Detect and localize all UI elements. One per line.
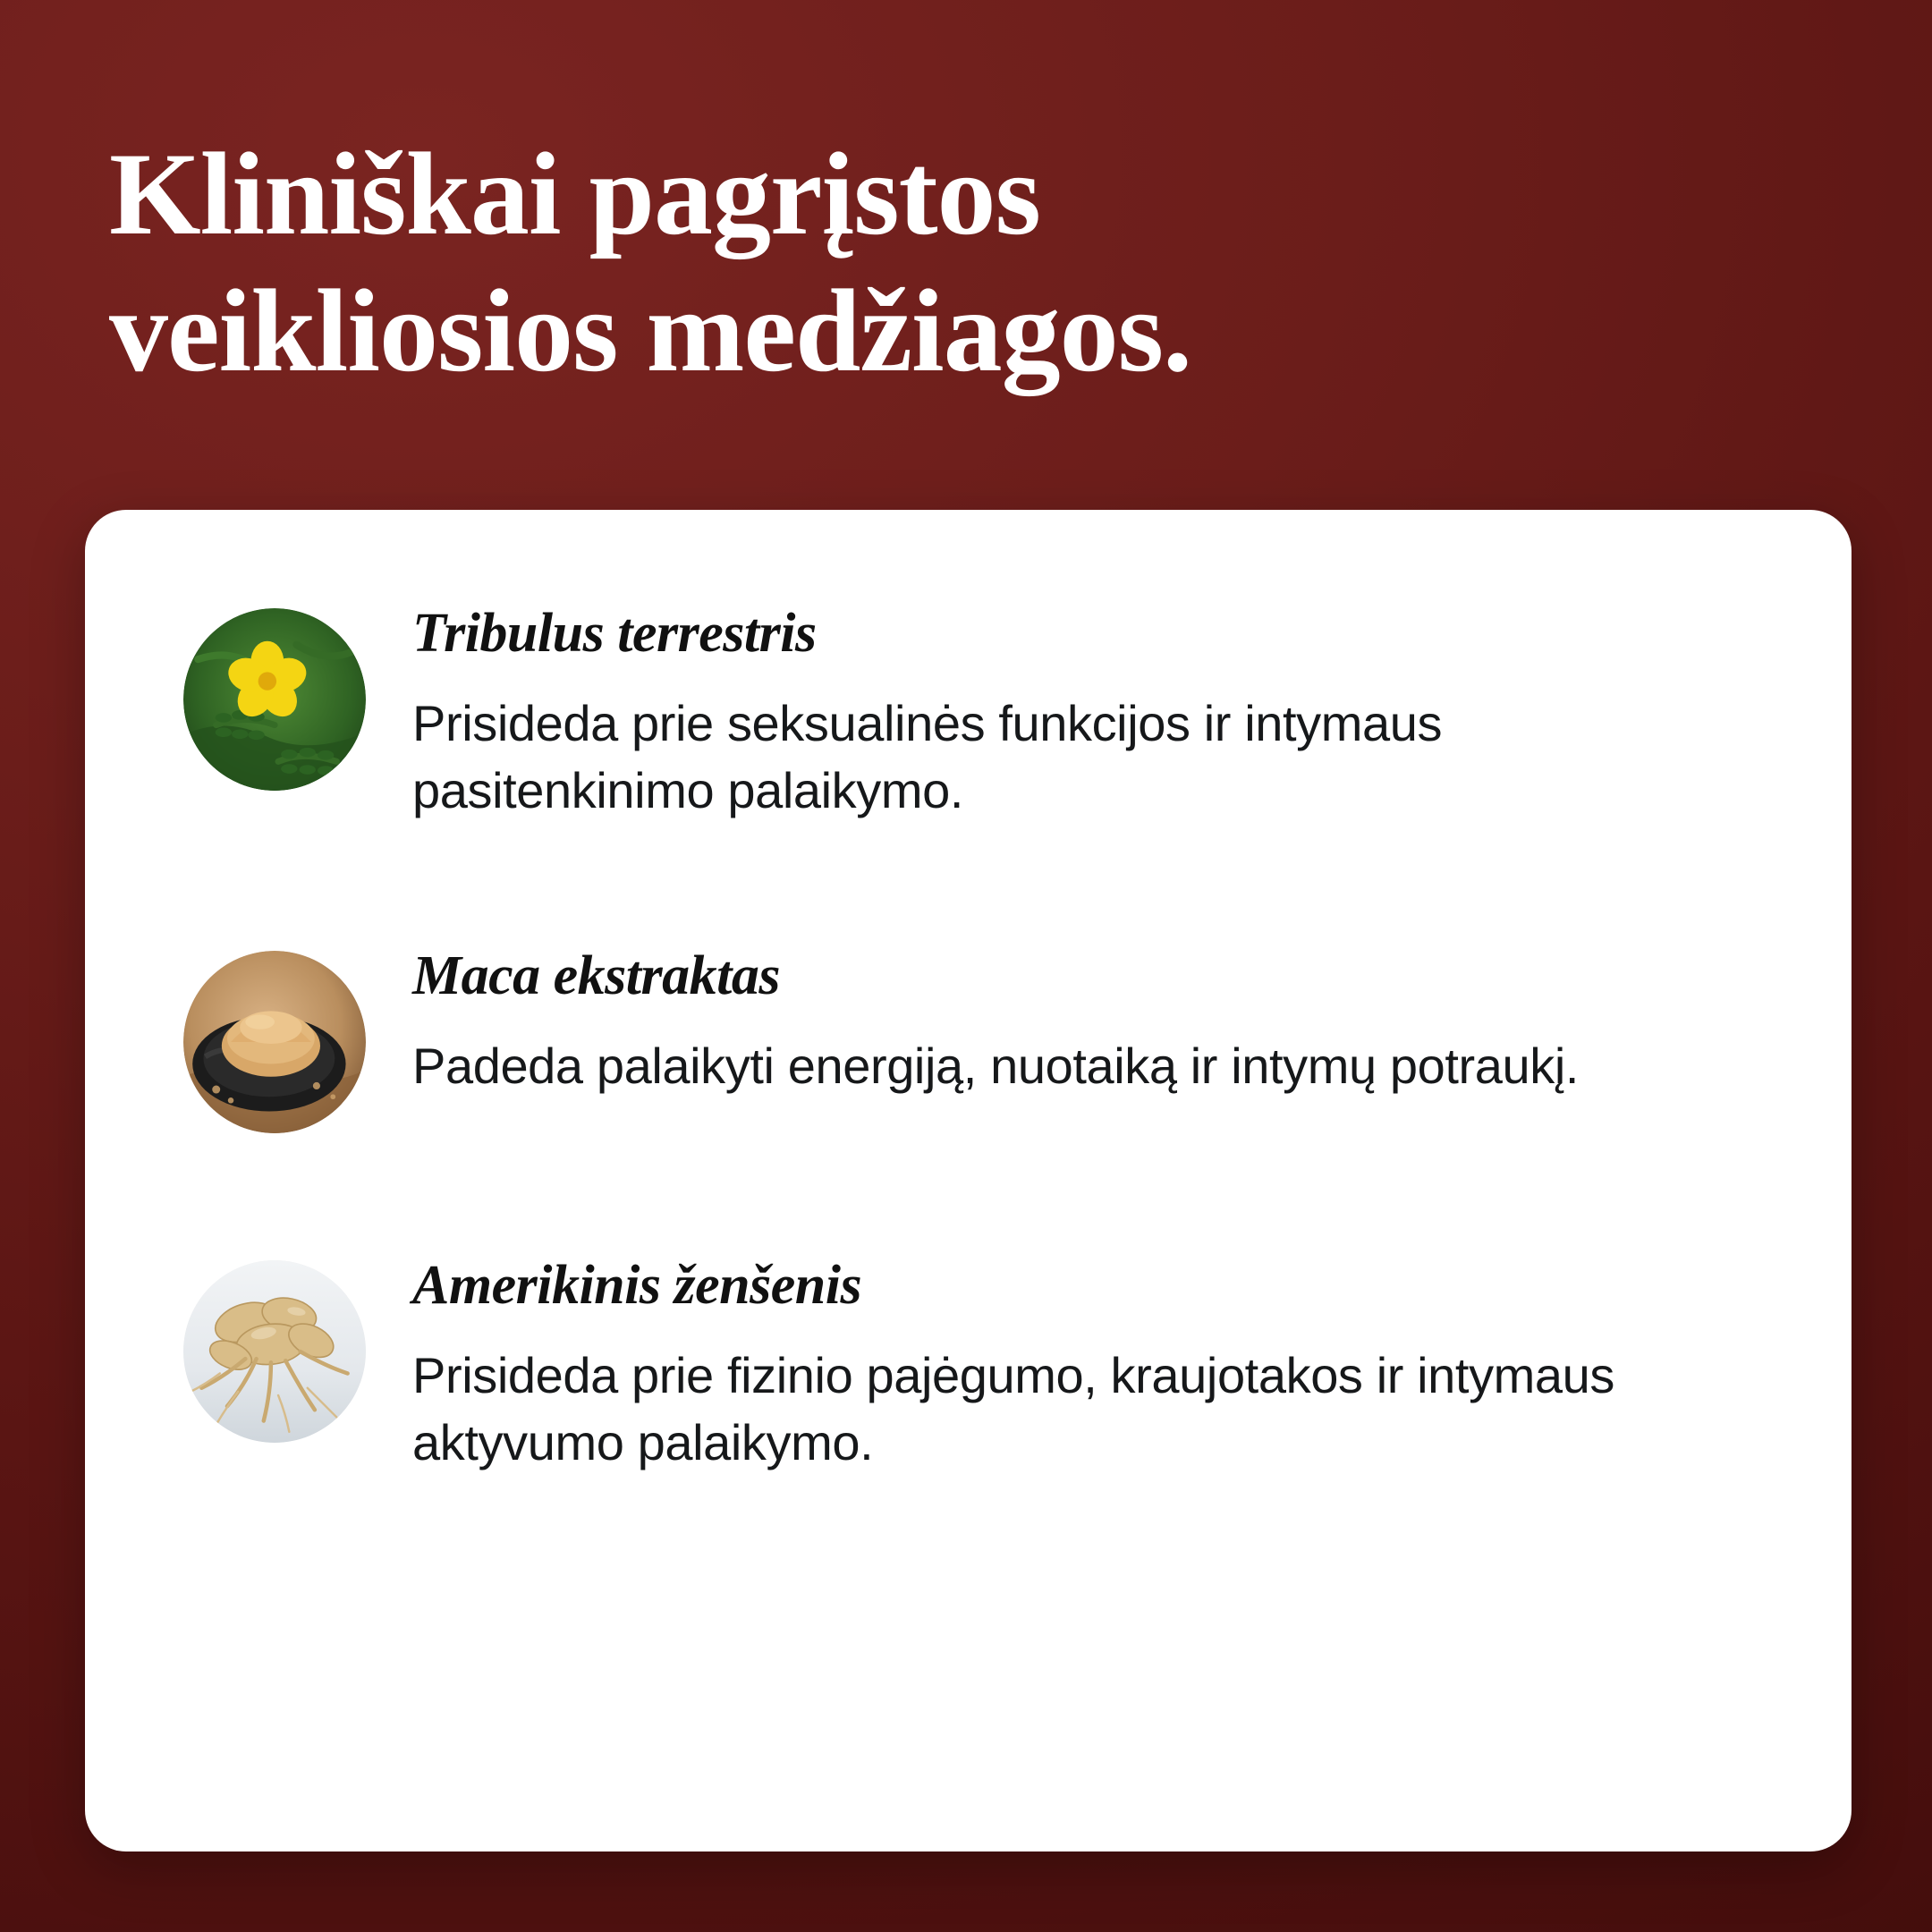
- page-title: [109, 125, 1630, 399]
- list-item-text: [412, 1248, 1753, 1476]
- headline-line-2: veikliosios medžiagos.: [109, 265, 1192, 397]
- ingredient-description: Prisideda prie fizinio pajėgumo, kraujotakos ir intymaus aktyvumo palaikymo.: [412, 1347, 1615, 1470]
- headline-line-1: Kliniškai pagrįstos: [109, 128, 1040, 259]
- ingredient-description: Padeda palaikyti energiją, nuotaiką ir intymų potraukį.: [412, 1038, 1580, 1095]
- list-item-text: [412, 596, 1753, 824]
- ingredient-title: Tribulus terrestris: [412, 603, 817, 664]
- tribulus-plant-photo-icon: [183, 608, 366, 791]
- list-item: [183, 1248, 1753, 1476]
- ingredient-title: Maca ekstraktas: [412, 945, 780, 1007]
- ingredient-description: Prisideda prie seksualinės funkcijos ir intymaus pasitenkinimo palaikymo.: [412, 695, 1443, 818]
- list-item-text: [412, 938, 1753, 1100]
- list-item: [183, 938, 1753, 1133]
- ingredient-title: Amerikinis ženšenis: [412, 1255, 862, 1317]
- list-item: [183, 596, 1753, 824]
- ginseng-root-photo-icon: [183, 1260, 366, 1443]
- ingredients-card: [85, 510, 1852, 1852]
- maca-powder-photo-icon: [183, 951, 366, 1133]
